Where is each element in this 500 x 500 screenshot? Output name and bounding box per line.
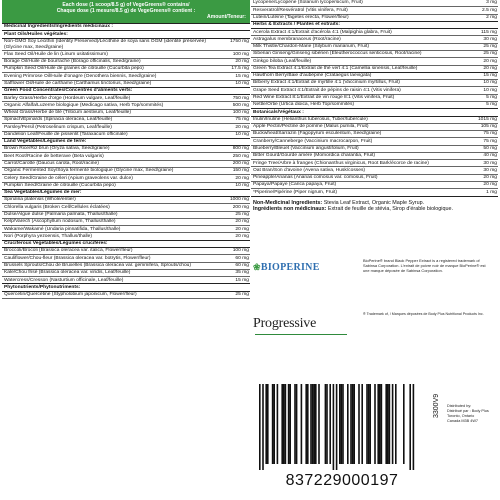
barcode-bar xyxy=(259,384,261,470)
barcode-bar xyxy=(403,384,405,464)
ingredient-row xyxy=(2,59,250,66)
ingredient-amount: 100 mg xyxy=(232,51,249,57)
medicinal-ingredients-column xyxy=(2,0,250,500)
barcode-bar xyxy=(294,384,296,464)
ingredient-amount: 20 mg xyxy=(483,182,497,188)
ingredient-row xyxy=(251,189,498,196)
ingredient-amount: 10 mg xyxy=(235,131,249,137)
ingredient-row xyxy=(2,161,250,168)
ingredient-row xyxy=(2,117,250,124)
dose-line-fr: Chaque dose (1 mesure/8.5 g) de VegeGreens® contient : xyxy=(56,8,196,14)
ingredient-name: Kale/Chou frisé (Brassica oleracea var. viridis, Leaf/feuille) xyxy=(4,270,131,276)
ingredient-amount: 20 mg xyxy=(235,219,249,225)
ingredient-amount: 105 mg xyxy=(480,124,497,130)
ingredient-name: Red Wine Extract 8:1/Extrait de vin rouge 8:1 (Vitis vinifera, Fruit) xyxy=(253,95,395,101)
ingredient-name: Inulin/Inuline (Helianthus tuberosus, Tuber/tubercule) xyxy=(253,116,368,122)
section-heading xyxy=(251,22,498,29)
distributor-info xyxy=(447,404,497,424)
barcode-bar xyxy=(272,384,274,464)
ingredient-amount: 500 mg xyxy=(232,102,249,108)
ingredient-amount: 10 mg xyxy=(235,182,249,188)
ingredient-row xyxy=(251,131,498,138)
upc-barcode xyxy=(251,372,429,494)
ingredient-row xyxy=(2,153,250,160)
barcode-bar xyxy=(296,384,298,464)
ingredient-amount: 25 mg xyxy=(483,51,497,57)
amount-header: Amount/Teneur: xyxy=(207,14,246,20)
barcode-bar xyxy=(374,384,376,464)
distributor-line: Distributed by: xyxy=(447,404,472,408)
ingredient-row xyxy=(251,182,498,189)
barcode-bar xyxy=(283,384,285,464)
barcode-bar xyxy=(347,384,349,464)
ingredient-amount: 1750 mg xyxy=(229,38,249,44)
barcode-bar xyxy=(413,384,415,470)
barcode-bar xyxy=(389,384,391,464)
barcode-bar xyxy=(381,384,383,464)
ingredient-amount: 75 mg xyxy=(483,131,497,137)
ingredient-row xyxy=(2,204,250,211)
barcode-bar xyxy=(281,384,283,464)
section-heading xyxy=(2,88,250,95)
ingredient-name: Spirulina platensis (Whole/entier) xyxy=(4,197,76,203)
bioperine-section xyxy=(251,250,498,331)
ingredient-amount: 3 mg xyxy=(486,0,497,6)
ingredient-name: Fringe Tree/Arbre à franges (Chionanthus virginicus, Root Bark/écorce de racine) xyxy=(253,160,429,166)
ingredient-row xyxy=(251,73,498,80)
dose-line-en: Each dose (1 scoop/8.5 g) of VegeGreens® contains/ xyxy=(62,2,190,8)
ingredient-amount: 1 mg xyxy=(486,189,497,195)
ingredient-name: Acerola Extract 4:1/Extrait d'acérola 4:1 (Malpighia glabra, Fruit) xyxy=(253,29,392,35)
ingredient-row xyxy=(2,197,250,204)
ingredient-amount: 25 mg xyxy=(235,212,249,218)
ingredient-row xyxy=(251,95,498,102)
ingredient-row xyxy=(2,183,250,190)
ingredient-name: *Piperine/Pipérine (Piper nigrum, Fruit) xyxy=(253,189,337,195)
barcode-bar xyxy=(313,384,315,464)
ingredient-amount: 20 mg xyxy=(235,175,249,181)
ingredient-row xyxy=(251,66,498,73)
ingredient-amount: 25 mg xyxy=(235,292,249,298)
barcode-bar xyxy=(392,384,394,464)
ingredient-row xyxy=(2,132,250,139)
ingredient-name: Hawthorn Berry/Baie d'aubépine (Crataegus laevigata) xyxy=(253,73,372,79)
ingredient-name: Carrot/Carotte (Daucus carota, Root/racine) xyxy=(4,161,99,167)
ingredient-row xyxy=(251,29,498,36)
barcode-bar xyxy=(336,384,338,470)
ingredient-name: Astragalus membranaceus (Root/racine) xyxy=(253,36,341,42)
barcode-bar xyxy=(395,384,397,464)
ingredient-row xyxy=(2,39,250,52)
barcode-bars xyxy=(255,384,425,470)
ingredient-name: Papaya/Papaye (Carica papaya, Fruit) xyxy=(253,182,337,188)
ingredient-row xyxy=(251,117,498,124)
ingredient-name: Dulse/Algue dulse (Palmaria palmata, Thallus/thalle) xyxy=(4,212,118,218)
ingredient-row xyxy=(2,95,250,102)
ingredient-amount: 200 mg xyxy=(232,161,249,167)
section-heading xyxy=(2,241,250,248)
ingredient-amount: 20 mg xyxy=(483,175,497,181)
ingredient-name: Watercress/Cresson (Nasturtium officinale, Leaf/feuille) xyxy=(4,277,124,283)
barcode-bar xyxy=(312,384,314,464)
ingredient-row xyxy=(251,102,498,109)
ingredient-row xyxy=(2,277,250,284)
section-heading xyxy=(2,31,250,38)
brand-underline xyxy=(255,334,347,335)
ingredient-amount: 10 mg xyxy=(235,80,249,86)
ingredient-name: Bitter Gourd/Gourde amère (Momordica charantia, Fruit) xyxy=(253,153,376,159)
barcode-bar xyxy=(341,384,343,464)
ingredient-row xyxy=(251,44,498,51)
ingredient-name: Bilberry Extract 4:1/Extrait de myrtille 4:1 (Vaccinium myrtillus, Fruit) xyxy=(253,80,400,86)
ingredient-name: Grape Seed Extract 4:1/Extrait de pépins de raisin 4:1 (Vitis vinifera) xyxy=(253,87,401,93)
ingredient-name: Land Vegetables/Légumes de terre: xyxy=(4,139,87,145)
ingredient-name: Nettle/Ortie (Urtica dioica, Herb Top/sommités) xyxy=(253,102,355,108)
section-heading xyxy=(2,139,250,146)
ingredient-row xyxy=(251,87,498,94)
ingredient-amount: 15 mg xyxy=(235,277,249,283)
section-heading xyxy=(2,284,250,291)
ingredient-row xyxy=(2,226,250,233)
barcode-bar xyxy=(265,384,267,464)
ingredient-name: Barley Grass/Herbe d'orge (Hordeum vulgare, Leaf/feuille) xyxy=(4,95,131,101)
ingredient-amount: 250 mg xyxy=(232,153,249,159)
ingredient-row xyxy=(2,146,250,153)
ingredient-amount: 200 mg xyxy=(232,204,249,210)
distributor-line: Distribué par : Body Plus xyxy=(447,408,489,413)
ingredient-amount: 100 mg xyxy=(232,110,249,116)
ingredient-amount: 20 mg xyxy=(483,58,497,64)
lot-code: 3300V9 xyxy=(433,393,440,418)
distributor-line: Canada M3B 4W7 xyxy=(447,418,479,423)
barcode-bar xyxy=(285,384,287,464)
barcode-bar xyxy=(342,384,344,464)
ingredient-name: Pumpkin Seed Oil/Huile de graines de citrouille (Cucurbita pepo) xyxy=(4,66,144,72)
barcode-bar xyxy=(301,384,303,464)
ingredient-row xyxy=(251,167,498,174)
ingredient-name: Cranberry/Canneberge (Vaccinium macrocarpon, Fruit) xyxy=(253,138,373,144)
ingredient-name: Wakame/Wakamé (Undaria pinnatifida, Thallus/thalle) xyxy=(4,226,121,232)
ingredient-name: Evening Primrose Oil/Huile d'onagre (Oenothera biennis, Seed/graine) xyxy=(4,73,157,79)
barcode-bar xyxy=(262,384,264,470)
ingredient-amount: 60 mg xyxy=(235,262,249,268)
barcode-bar xyxy=(326,384,328,464)
ingredient-amount: 2.5 mg xyxy=(482,7,497,13)
ingredient-row xyxy=(251,153,498,160)
section-heading xyxy=(2,190,250,197)
ingredient-amount: 115 mg xyxy=(481,29,497,35)
ingredient-name: Kelp/Varech (Ascophyllum nodosum, Thallus/thalle) xyxy=(4,219,116,225)
ingredient-row xyxy=(251,0,498,7)
ingredient-name: Broccoli/Brocoli (Brassica oleracea var. italica, Flower/fleur) xyxy=(4,248,133,254)
ingredient-amount: 20 mg xyxy=(235,226,249,232)
ingredient-name: Herbs & Extracts / Plantes et extraits: xyxy=(253,22,340,28)
ingredient-name: Safflower Oil/Huile de carthame (Carthamus tinctorius, Seed/graine) xyxy=(4,80,152,86)
barcode-bar xyxy=(305,384,307,464)
progressive-brand-logo: Progressive xyxy=(253,316,317,331)
ingredient-name: Medicinal Ingredients/Ingrédients médicinaux : xyxy=(4,24,113,30)
nonmed-text-en: Stevia Leaf Extract, Organic Maple Syrup. xyxy=(323,199,425,206)
distributor-line: Toronto, Ontario xyxy=(447,413,475,418)
ingredient-amount: 25 mg xyxy=(483,44,497,50)
barcode-bar xyxy=(369,384,371,464)
bioperine-logo xyxy=(253,262,353,274)
ingredient-row xyxy=(251,160,498,167)
ingredient-row xyxy=(2,66,250,73)
ingredient-amount: 2 mg xyxy=(486,14,497,20)
ingredient-name: Flax Seed Oil/Huile de lin (Linum usitatissimum) xyxy=(4,51,108,57)
barcode-bar xyxy=(267,384,269,464)
barcode-bar xyxy=(377,384,379,464)
barcode-bar xyxy=(307,384,309,464)
ingredient-amount: 10 mg xyxy=(483,80,497,86)
ingredient-amount: 30 mg xyxy=(483,36,497,42)
ingredient-amount: 20 mg xyxy=(235,59,249,65)
ingredient-name: Siberian Ginseng/Ginseng sibérien (Eleutherococcus senticosus, Root/racine) xyxy=(253,51,422,57)
ingredient-name: Dandelion Leaf/Feuille de pissenlit (Taraxacum officinale) xyxy=(4,131,128,137)
ingredient-name: Non-GMO Soy Lecithin (Identity Preserved)/Lécithine de soya sans OGM (identité préservée) (Glycine max, Seed/graine) xyxy=(4,38,206,50)
ingredient-row xyxy=(251,36,498,43)
ingredient-name: Apple Pectin/Pectine de pomme (Malus pumila, Fruit) xyxy=(253,124,369,130)
ingredient-row xyxy=(2,102,250,109)
ingredient-row xyxy=(2,110,250,117)
bioperine-logo-text: BIOPERINE xyxy=(260,262,320,273)
barcode-bar xyxy=(277,384,279,464)
ingredient-row xyxy=(2,168,250,175)
ingredient-amount: 20 mg xyxy=(235,124,249,130)
bioperine-leaf-icon: ❀ xyxy=(253,262,261,272)
barcode-bar xyxy=(409,384,411,470)
non-medicinal-ingredients xyxy=(251,197,498,212)
ingredient-amount: 50 mg xyxy=(483,146,497,152)
barcode-bar xyxy=(361,384,363,464)
nonmed-label-en: Non-Medicinal Ingredients: xyxy=(253,199,323,206)
ingredient-name: Organic Alfalfa/Luzerne biologique (Medicago sativa, Herb Top/sommités) xyxy=(4,102,164,108)
ingredient-amount: 75 mg xyxy=(235,117,249,123)
barcode-bar xyxy=(288,384,290,464)
ingredient-row xyxy=(2,255,250,262)
section-heading xyxy=(251,109,498,116)
ingredient-name: Borage Oil/Huile de bourrache (Borago officinalis, Seed/graine) xyxy=(4,59,141,65)
ingredient-name: Cruciferous Vegetables/Légumes crucifères: xyxy=(4,241,108,247)
ingredient-row xyxy=(2,270,250,277)
ingredient-amount: 30 mg xyxy=(483,167,497,173)
barcode-bar xyxy=(315,384,317,464)
ingredient-amount: 20 mg xyxy=(483,65,497,71)
ingredient-name: Brussels Sprouts/Chou de Bruxelles (Brassica oleracea var. gemmifera, Sprouts/chou) xyxy=(4,262,192,268)
bioperine-trademark-note: BioPerine® brand Black Pepper Extract is a registered trademark of Sabinsa Corporation. L'extrait de poivre noir de marque BioPerine® est une marque déposée de Sabinsa Corporation. xyxy=(363,258,486,273)
ingredient-amount: 150 mg xyxy=(232,168,249,174)
ingredient-amount: 800 mg xyxy=(232,146,249,152)
ingredient-row xyxy=(2,212,250,219)
ingredient-name: Buckwheat/Sarrazin (Fagopyrum esculentum, Seed/graine) xyxy=(253,131,382,137)
ingredient-amount: 1015 mg xyxy=(477,116,497,122)
ingredient-name: Botanicals/Végétaux : xyxy=(253,109,304,115)
ingredient-amount: 35 mg xyxy=(235,270,249,276)
ingredient-amount: 5 mg xyxy=(486,95,497,101)
barcode-bar xyxy=(318,384,320,464)
ingredient-name: Sea Vegetables/Légumes de mer: xyxy=(4,190,82,196)
dose-header xyxy=(2,0,250,23)
ingredient-name: Cauliflower/Chou-fleur (Brassica oleracea var. botrytis, Flower/fleur) xyxy=(4,255,151,261)
ingredient-name: Pineapple/Ananas (Ananas comosus var. comosus, Fruit) xyxy=(253,175,378,181)
ingredient-name: Quercetin/Quercétine (Stypholobium japonicum, Flower/fleur) xyxy=(4,292,137,298)
ingredient-row xyxy=(2,233,250,240)
barcode-number: 837229000197 xyxy=(285,472,399,489)
ingredient-name: Chlorella vulgaris (Broken Cell/Cellules éclatées) xyxy=(4,204,110,210)
barcode-bar xyxy=(358,384,360,464)
ingredient-name: Brown Rice/Riz brun (Oryza sativa, Seed/graine) xyxy=(4,146,110,152)
ingredient-amount: 17.5 mg xyxy=(231,66,249,72)
section-heading xyxy=(2,24,250,31)
ingredient-row xyxy=(2,248,250,255)
ingredient-name: Spinach/Epinards (Spinacia oleracea, Leaf/feuille) xyxy=(4,117,113,123)
ingredient-amount: 15 mg xyxy=(235,73,249,79)
ingredient-row xyxy=(2,73,250,80)
barcode-bar xyxy=(366,384,368,464)
ingredient-amount: 20 mg xyxy=(235,233,249,239)
ingredient-amount: 100 mg xyxy=(232,248,249,254)
ingredient-name: Organic Fermented Soy/Soya fermenté biologique (Glycine max, Seed/graine) xyxy=(4,168,174,174)
right-ingredients-table xyxy=(251,0,498,197)
ingredient-name: Wheat Grass/Herbe de blé (Triticum aestivum, Leaf/feuille) xyxy=(4,110,132,116)
ingredient-row xyxy=(251,7,498,14)
ingredient-name: Lutein/Lutéine (Tagetes erecta, Flower/fleur) xyxy=(253,14,349,20)
ingredient-amount: 5 mg xyxy=(486,102,497,108)
ingredient-row xyxy=(2,263,250,270)
ingredient-row xyxy=(2,51,250,58)
ingredient-amount: 75 mg xyxy=(483,138,497,144)
ingredient-row xyxy=(2,292,250,299)
ingredient-name: Lycopene/Lycopène (Solanum lycopersicum, Fruit) xyxy=(253,0,363,6)
ingredient-name: Green Tea Extract 4:1/Extrait de thé vert 4:1 (Camellia sinensis, Leaf/feuille) xyxy=(253,65,418,71)
ingredient-amount: 750 mg xyxy=(232,95,249,101)
ingredient-name: Phytonutrients/Phytonutriments: xyxy=(4,284,81,290)
barcode-bar xyxy=(352,384,354,464)
barcode-bar xyxy=(387,384,389,464)
ingredient-amount: 10 mg xyxy=(483,87,497,93)
barcode-bar xyxy=(353,384,355,464)
ingredient-name: Green Food Concentrates/Concentrés d'aliments verts: xyxy=(4,88,133,94)
ingredient-row xyxy=(251,15,498,22)
ingredient-name: Ginkgo biloba (Leaf/feuille) xyxy=(253,58,312,64)
ingredient-name: Plant Oils/Huiles végétales: xyxy=(4,31,68,37)
barcode-bar xyxy=(310,384,312,464)
barcode-bar xyxy=(333,384,335,470)
ingredient-row xyxy=(2,219,250,226)
additional-ingredients-column xyxy=(251,0,498,500)
ingredient-row xyxy=(251,138,498,145)
ingredient-amount: 60 mg xyxy=(235,255,249,261)
ingredient-row xyxy=(251,58,498,65)
ingredient-amount: 40 mg xyxy=(483,153,497,159)
left-ingredients-table xyxy=(2,23,250,299)
ingredient-name: Beet Root/Racine de betterave (Beta vulgaris) xyxy=(4,153,104,159)
ingredient-name: Pumpkin Seed/Graine de citrouille (Cucurbita pepo) xyxy=(4,182,116,188)
barcode-bar xyxy=(385,384,387,464)
ingredient-name: Nori (Porphyra yezoensis, Thallus/thalle) xyxy=(4,233,92,239)
barcode-bar xyxy=(350,384,352,464)
barcode-bar xyxy=(329,384,331,464)
nonmed-text-fr: Extrait de feuille de stévia, Sirop d'érable biologique. xyxy=(327,205,453,212)
ingredient-name: Celery Seed/Graine de céleri (Apium graveolens var. dulce) xyxy=(4,175,133,181)
progressive-trademark-note: ® Trademark of, / Marques déposées de Body Plus Nutritional Products Inc. xyxy=(363,312,484,316)
barcode-bar xyxy=(339,384,341,464)
nonmed-label-fr: Ingrédients non médicinaux: xyxy=(253,205,327,212)
ingredient-amount: 15 mg xyxy=(483,73,497,79)
ingredient-row xyxy=(251,51,498,58)
barcode-bar xyxy=(379,384,381,464)
ingredient-name: Milk Thistle/Chardon-Marie (Silybum marianum, Fruit) xyxy=(253,44,369,50)
ingredient-amount: 1000 mg xyxy=(229,197,249,203)
ingredient-row xyxy=(251,124,498,131)
barcode-bar xyxy=(368,384,370,464)
ingredient-row xyxy=(2,81,250,88)
ingredient-row xyxy=(251,80,498,87)
barcode-bar xyxy=(273,384,275,464)
barcode-bar xyxy=(289,384,291,464)
ingredient-name: Oat Bran/Son d'avoine (Avena sativa, Husk/cosses) xyxy=(253,167,366,173)
ingredient-row xyxy=(251,146,498,153)
ingredient-row xyxy=(251,175,498,182)
ingredient-name: Parsley/Persil (Petroselinum crispum, Leaf/feuille) xyxy=(4,124,112,130)
ingredient-amount: 30 mg xyxy=(483,160,497,166)
ingredient-row xyxy=(2,175,250,182)
ingredient-name: Resveratrol/Resvératrol (Vitis vinifera, Fruit) xyxy=(253,7,348,13)
ingredient-row xyxy=(2,124,250,131)
ingredient-name: Blueberry/Bleuet (Vaccinium angustifolium, Fruit) xyxy=(253,146,359,152)
barcode-bar xyxy=(325,384,327,464)
